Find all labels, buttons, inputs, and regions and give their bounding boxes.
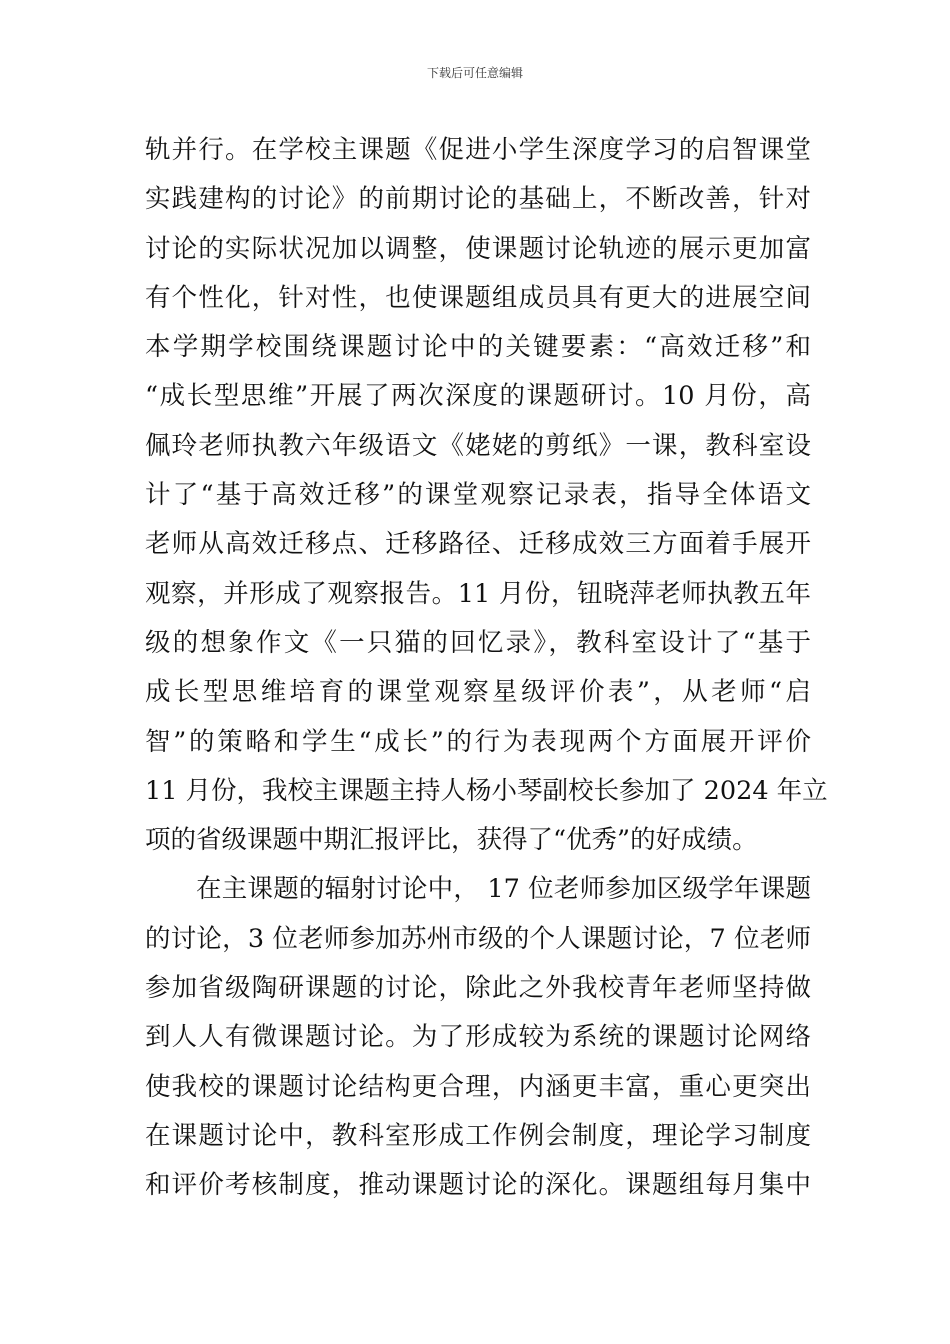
text-line: 项的省级课题中期汇报评比，获得了“优秀”的好成绩。 xyxy=(145,825,758,856)
text-line: 使我校的课题讨论结构更合理，内涵更丰富，重心更突出 xyxy=(145,1071,811,1102)
text-line: 本学期学校围绕课题讨论中的关键要素：“高效迁移”和 xyxy=(145,332,811,363)
text-line: 11 月份，我校主课题主持人杨小琴副校长参加了 2024 年立 xyxy=(145,775,828,806)
text-line: 佩玲老师执教六年级语文《姥姥的剪纸》一课，教科室设 xyxy=(145,430,811,461)
text-line: 观察，并形成了观察报告。11 月份，钮晓萍老师执教五年 xyxy=(145,578,811,609)
page-header: 下载后可任意编辑 xyxy=(426,66,523,80)
text-line: 轨并行。在学校主课题《促进小学生深度学习的启智课堂 xyxy=(145,135,811,165)
text-line: 老师从高效迁移点、迁移路径、迁移成效三方面着手展开 xyxy=(145,529,811,560)
text-line: 智”的策略和学生“成长”的行为表现两个方面展开评价 xyxy=(145,726,811,757)
document-body xyxy=(145,126,828,1211)
text-line: 实践建构的讨论》的前期讨论的基础上，不断改善，针对 xyxy=(145,184,811,215)
text-line: 讨论的实际状况加以调整，使课题讨论轨迹的展示更加富 xyxy=(145,233,811,264)
text-line: 在课题讨论中，教科室形成工作例会制度，理论学习制度 xyxy=(145,1120,811,1151)
paragraph-first-line: 在主课题的辐射讨论中， 17 位老师参加区级学年课题 xyxy=(196,874,811,905)
text-line: 计了“基于高效迁移”的课堂观察记录表，指导全体语文 xyxy=(145,480,811,511)
text-line: “成长型思维”开展了两次深度的课题研讨。10 月份，高 xyxy=(145,381,811,412)
text-line: 成长型思维培育的课堂观察星级评价表”，从老师“启 xyxy=(145,677,811,708)
text-line: 的讨论，3 位老师参加苏州市级的个人课题讨论，7 位老师 xyxy=(145,923,811,954)
text-line: 级的想象作文《一只猫的回忆录》，教科室设计了“基于 xyxy=(145,627,811,658)
text-line: 和评价考核制度，推动课题讨论的深化。课题组每月集中 xyxy=(145,1170,811,1201)
text-line: 有个性化，针对性，也使课题组成员具有更大的进展空间 xyxy=(145,282,811,313)
text-line: 参加省级陶研课题的讨论，除此之外我校青年老师坚持做 xyxy=(145,973,811,1004)
text-line: 到人人有微课题讨论。为了形成较为系统的课题讨论网络 xyxy=(145,1022,811,1053)
